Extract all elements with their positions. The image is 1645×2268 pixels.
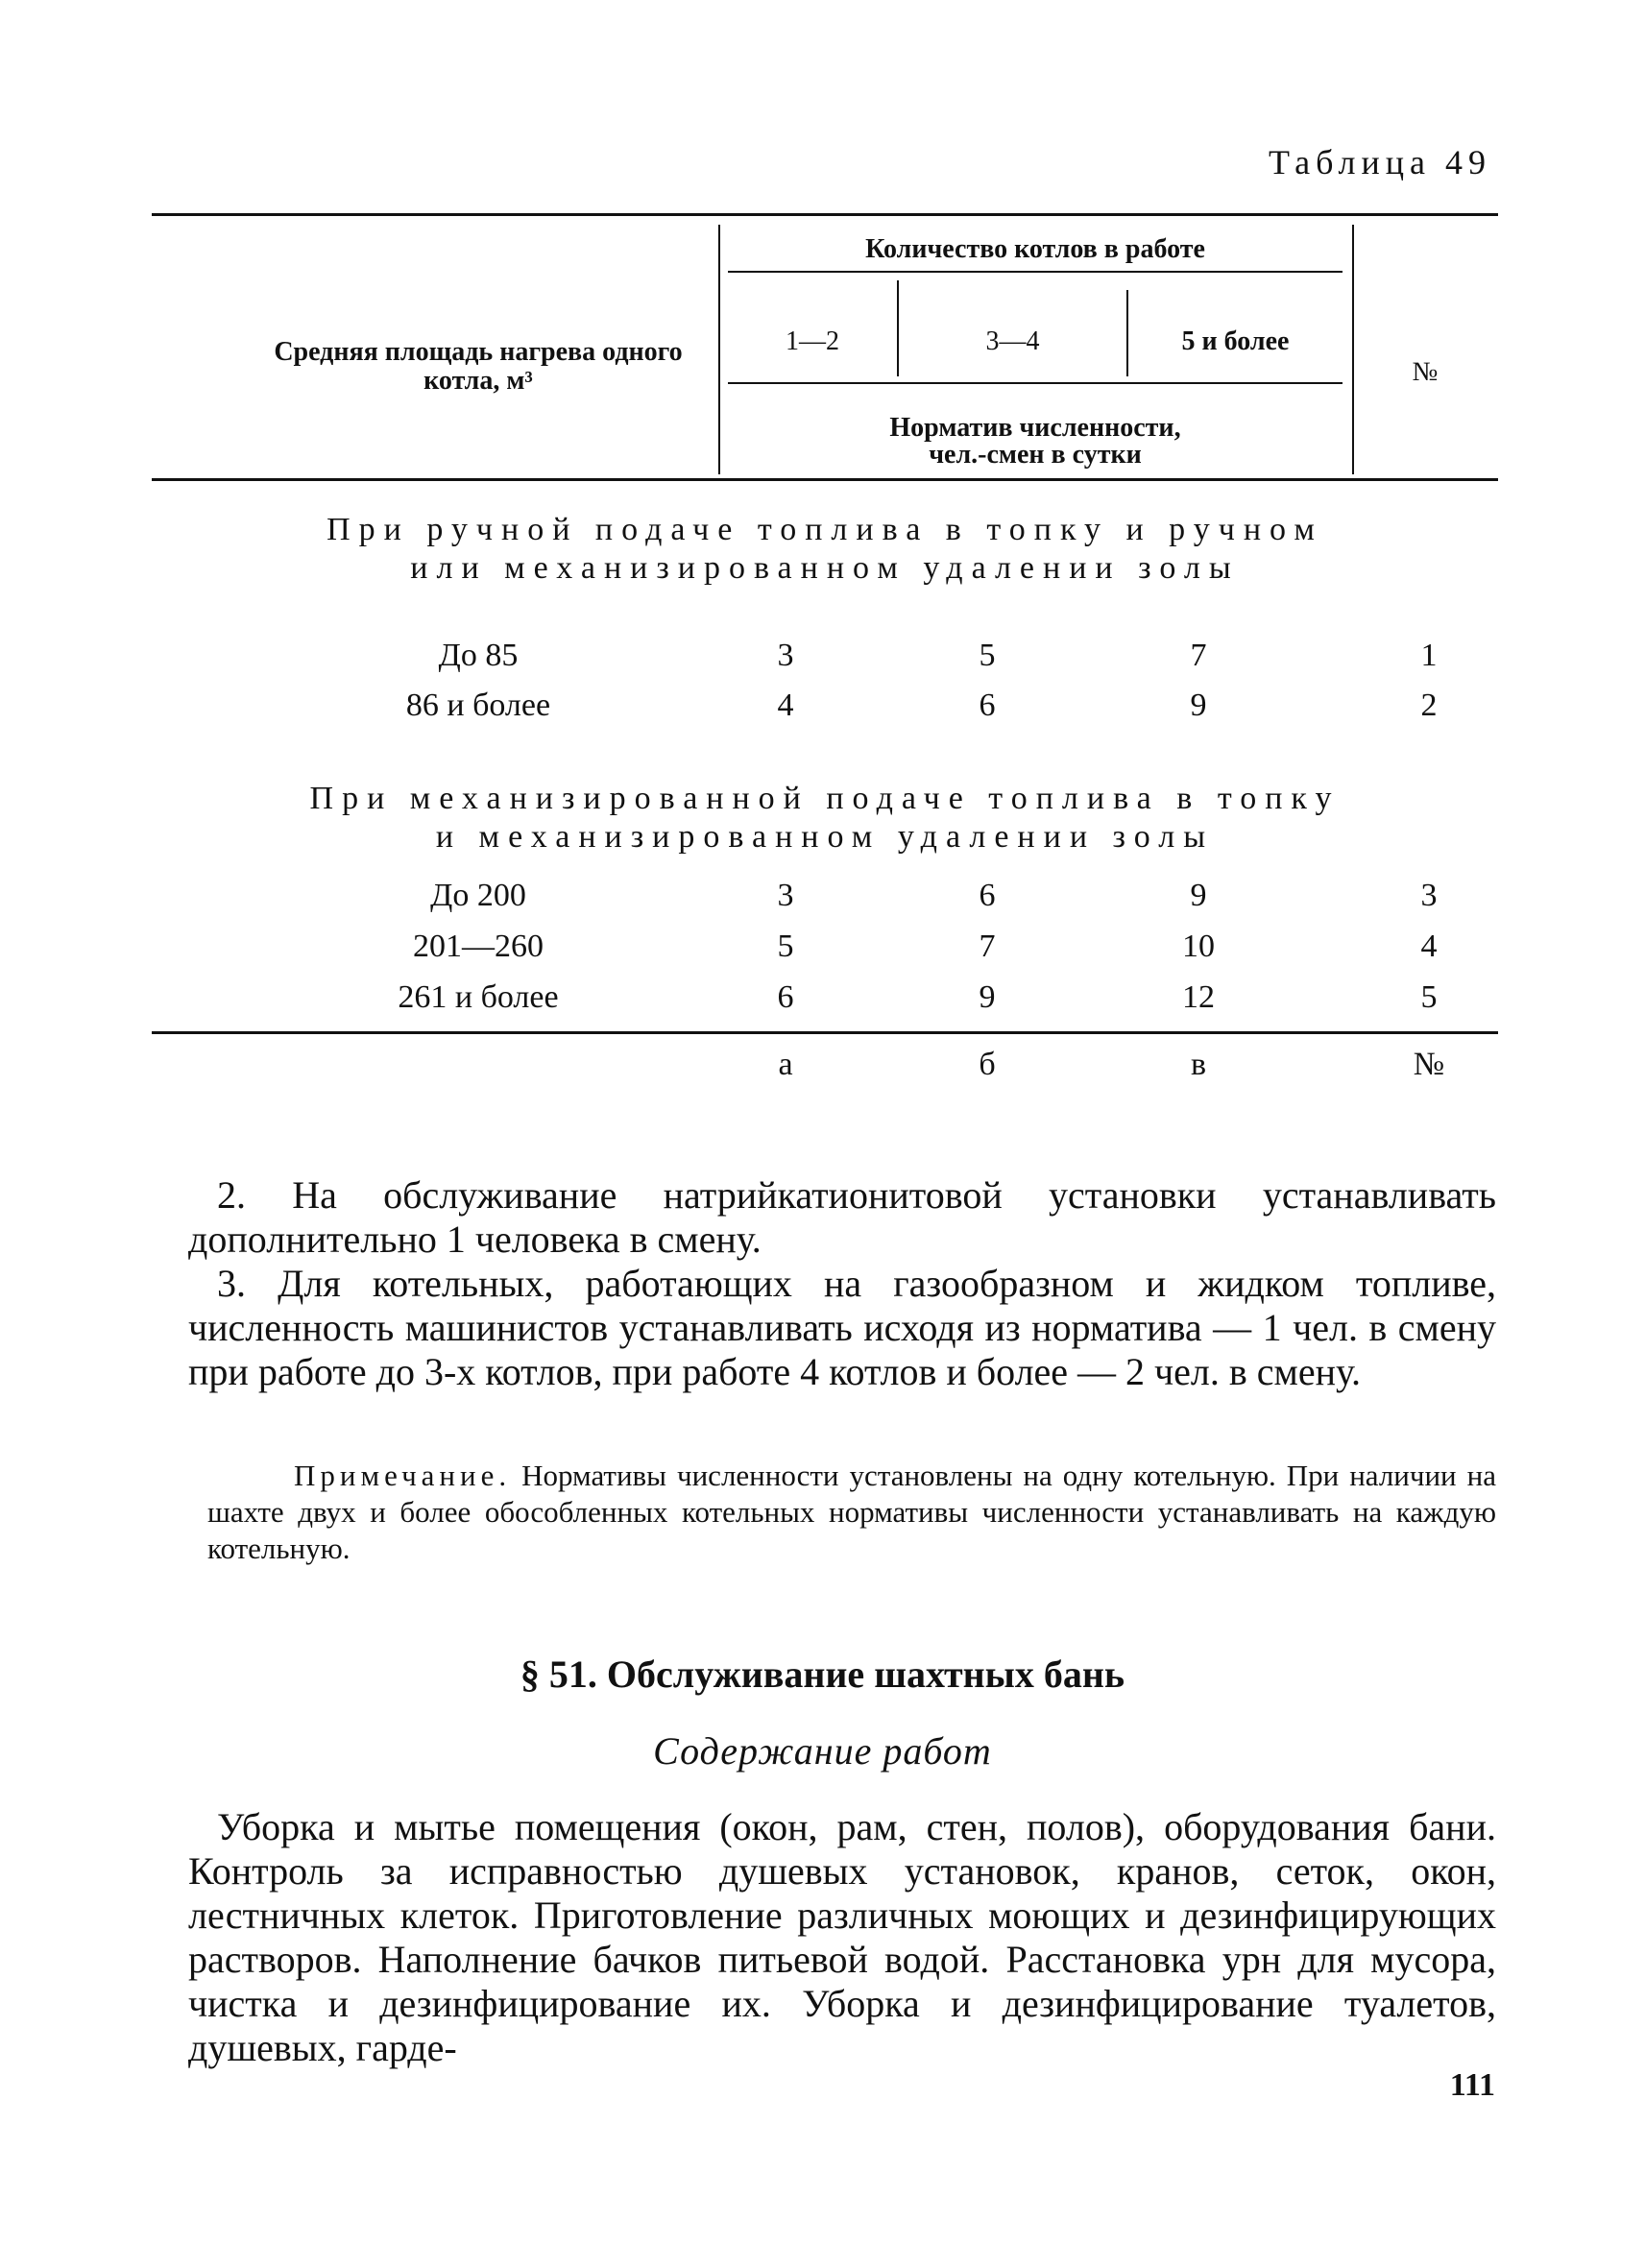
footer-a: а bbox=[778, 1047, 793, 1082]
paragraphs bbox=[188, 1173, 1496, 1394]
section-body bbox=[188, 1805, 1496, 2070]
cell-c: 9 bbox=[1190, 878, 1207, 913]
footer-number: № bbox=[1413, 1047, 1445, 1082]
cell-area: До 85 bbox=[438, 638, 519, 673]
cell-number: 1 bbox=[1420, 638, 1438, 673]
section-heading: § 51. Обслуживание шахтных бань bbox=[520, 1653, 1125, 1696]
footer-b: б bbox=[979, 1047, 996, 1082]
section-2-title bbox=[152, 780, 1498, 857]
cell-a: 5 bbox=[777, 929, 794, 964]
note-label: Примечание. bbox=[294, 1459, 512, 1492]
section-2-title-line-2: и механизированном удалении золы bbox=[435, 819, 1215, 855]
cell-b: 7 bbox=[979, 929, 996, 964]
header-vline-right bbox=[1352, 225, 1354, 474]
table-row bbox=[152, 878, 1498, 920]
header-col-3: 5 и более bbox=[1181, 326, 1290, 356]
header-norm-line-2: чел.-смен в сутки bbox=[929, 440, 1142, 470]
cell-a: 6 bbox=[777, 979, 794, 1015]
page-number: 111 bbox=[1449, 2067, 1495, 2103]
paragraph-2: 2. На обслуживание натрийкатионитовой установки устанавливать дополнительно 1 человека в смену. bbox=[188, 1173, 1496, 1261]
header-vline-left bbox=[718, 225, 720, 474]
cell-c: 9 bbox=[1190, 688, 1207, 723]
table-caption: Таблица 49 bbox=[1269, 143, 1491, 181]
cell-area: 261 и более bbox=[398, 979, 559, 1015]
header-number-label: № bbox=[1412, 357, 1439, 387]
cell-area: 86 и более bbox=[405, 688, 551, 723]
cell-c: 12 bbox=[1182, 979, 1215, 1015]
cell-b: 6 bbox=[979, 878, 996, 913]
section-1-title bbox=[152, 511, 1498, 588]
cell-b: 6 bbox=[979, 688, 996, 723]
cell-a: 4 bbox=[777, 688, 794, 723]
cell-b: 9 bbox=[979, 979, 996, 1015]
table-footer-row bbox=[152, 1047, 1498, 1089]
norms-table bbox=[152, 213, 1498, 1082]
cell-number: 2 bbox=[1420, 688, 1438, 723]
group-underline bbox=[728, 271, 1343, 273]
cell-area: До 200 bbox=[430, 878, 526, 913]
table-top-rule bbox=[152, 213, 1498, 216]
cell-a: 3 bbox=[777, 878, 794, 913]
header-bottom-rule bbox=[152, 478, 1498, 481]
cell-number: 4 bbox=[1420, 929, 1438, 964]
cell-b: 5 bbox=[979, 638, 996, 673]
section-subheading: Содержание работ bbox=[653, 1729, 992, 1773]
header-area-label: Средняя площадь нагрева одного котла, м³ bbox=[274, 337, 683, 396]
header-group-label: Количество котлов в работе bbox=[865, 234, 1205, 264]
cell-number: 3 bbox=[1420, 878, 1438, 913]
table-row bbox=[152, 979, 1498, 1022]
header-norm-line-1: Норматив численности, bbox=[889, 413, 1181, 443]
section-2-title-line-1: При механизированной подаче топлива в топку bbox=[309, 781, 1341, 816]
data-bottom-rule bbox=[152, 1031, 1498, 1034]
cell-c: 10 bbox=[1182, 929, 1215, 964]
cell-c: 7 bbox=[1190, 638, 1207, 673]
table-row bbox=[152, 688, 1498, 730]
section-1-title-line-2: или механизированном удалении золы bbox=[410, 550, 1240, 586]
table-row bbox=[152, 929, 1498, 971]
cell-area: 201—260 bbox=[413, 929, 544, 964]
header-norm-label bbox=[728, 415, 1343, 469]
section-1-title-line-1: При ручной подаче топлива в топку и ручном bbox=[327, 512, 1323, 547]
header-col-2: 3—4 bbox=[985, 326, 1040, 356]
paragraph-3: 3. Для котельных, работающих на газообразном и жидком топливе, численность машинистов устанавливать исходя из норматива — 1 чел. в смену при работе до 3-х котлов, при работе 4 котлов и более — 2 чел. в смену. bbox=[188, 1262, 1496, 1393]
table-row bbox=[152, 638, 1498, 680]
note-text: Нормативы численности установлены на одну котельную. При наличии на шахте двух и более обособленных котельных нормативы численности устанавливать на каждую котельную. bbox=[207, 1459, 1496, 1565]
cell-a: 3 bbox=[777, 638, 794, 673]
footer-c: в bbox=[1190, 1047, 1207, 1082]
section-body-paragraph: Уборка и мытье помещения (окон, рам, стен, полов), оборудования бани. Контроль за исправностью душевых установок, кранов, сеток, окон, лестничных клеток. Приготовление различных моющих и дезинфицирующих растворов. Наполнение бачков питьевой водой. Расстановка урн для мусора, чистка и дезинфицирование их. Уборка и дезинфицирование туалетов, душевых, гарде- bbox=[188, 1805, 1496, 2069]
cols-underline bbox=[728, 382, 1343, 384]
header-col-1: 1—2 bbox=[786, 326, 839, 356]
cell-number: 5 bbox=[1420, 979, 1438, 1015]
note bbox=[207, 1458, 1496, 1567]
